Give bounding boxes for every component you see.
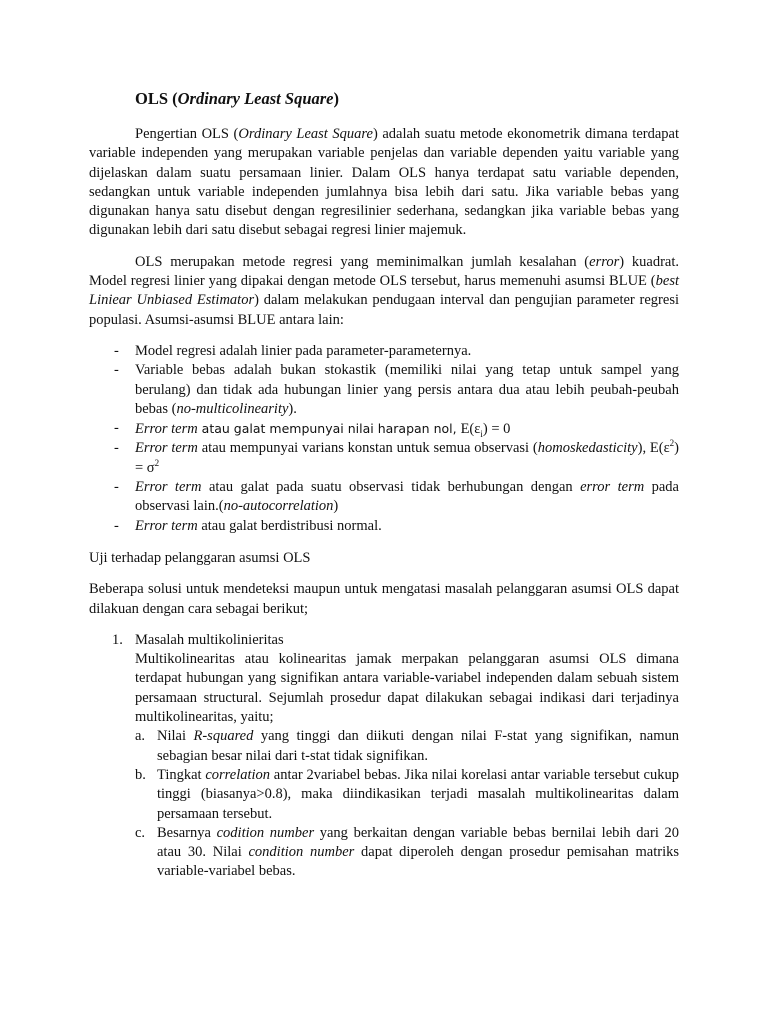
p2-text-c: ) dalam melakukan pendugaan interval dan pengujian parameter regresi populasi. Asumsi-asumsi BLUE antara lain: [89, 292, 679, 328]
sub-item-text: yang tinggi dan diikuti dengan nilai F-stat yang signifikan, namun sebagian besar nilai dari t-stat tidak signifikan. [157, 728, 679, 764]
assumption-list [89, 342, 679, 536]
sub-list [135, 727, 679, 881]
bullet-italic: Error term [135, 479, 202, 496]
bullet-text: pada observasi lain.( [135, 479, 679, 515]
dash-marker: - [114, 342, 119, 359]
list-item [89, 361, 679, 419]
item-body: Multikolinearitas atau kolinearitas jamak merpakan pelanggaran asumsi OLS dimana terdapat hubungan yang signifikan antara variable-variabel independen dalam sebuah sistem persamaan structural. Sejumlah prosedur dapat dilakukan sebagai indikasi dari terjadinya multikolinearitas, yaitu; [135, 651, 679, 726]
bullet-text: atau galat pada suatu observasi tidak berhubungan dengan [201, 479, 581, 496]
sub-item-italic: codition number [216, 824, 315, 841]
sub-item-text: dapat diperoleh dengan prosedur pemisahan matriks variable-variabel bebas. [157, 844, 679, 880]
sub-item-italic: correlation [205, 766, 271, 783]
bullet-text: Variable bebas adalah bukan stokastik (memiliki nilai yang tetap untuk sampel yang berulang) dan tidak ada hubungan linier yang persis antara dua atau lebih peubah-peubah bebas ( [135, 362, 679, 417]
document-title [135, 88, 679, 110]
dash-marker: - [114, 479, 119, 496]
bullet-italic: error term [580, 479, 645, 496]
paragraph-definition [89, 125, 679, 241]
document-page [89, 88, 679, 882]
subscript: i [480, 429, 483, 440]
bullet-italic: Error term [135, 517, 198, 534]
p1-text-b: ) adalah suatu metode ekonometrik dimana terdapat variable independen yang merupakan variable penjelas dan variable dependen yaitu variable yang dijelaskan dalam suatu persamaan linier. Dalam OLS hanya terdapat satu variable dependen, sedangkan untuk variable independen jumlahnya bisa lebih dari satu. Jika variable bebas yang digunakan hanya satu disebut dengan regresilinier sederhana, sedangkan jika variable bebas yang digunakan lebih dari satu disebut sebagai regresi linier majemuk. [89, 126, 679, 239]
bullet-text: atau galat berdistribusi normal. [197, 517, 382, 534]
dash-marker: - [114, 362, 119, 379]
bullet-text: atau mempunyai varians konstan untuk semua observasi ( [197, 440, 538, 457]
list-item [89, 419, 679, 439]
paragraph-solutions: Beberapa solusi untuk mendeteksi maupun untuk mengatasi masalah pelanggaran asumsi OLS dapat dilakuan dengan cara sebagai berikut; [89, 581, 679, 617]
list-item [89, 439, 679, 478]
sub-item [135, 824, 679, 882]
number-marker: 1. [112, 631, 123, 648]
bullet-text: ). [288, 400, 297, 417]
letter-marker: c. [135, 824, 146, 841]
p1-italic: Ordinary Least Square [238, 126, 373, 142]
dash-marker: - [114, 517, 119, 534]
section-heading: Uji terhadap pelanggaran asumsi OLS [89, 549, 311, 566]
p2-italic-a: error [589, 253, 620, 270]
bullet-italic: Error term [135, 440, 198, 457]
list-item [89, 478, 679, 517]
letter-marker: b. [135, 766, 146, 783]
dash-marker: - [114, 440, 119, 457]
sub-item-text: antar 2variabel bebas. Jika nilai korelasi antar variable tersebut cukup tinggi (biasanya>0.8), maka diindikasikan terjadi masalah multikolinearitas dalam persamaan tersebut. [157, 766, 679, 822]
sub-item [135, 727, 679, 766]
p2-text-b: ) kuadrat. Model regresi linier yang dipakai dengan metode OLS tersebut, harus memenuhi asumsi BLUE ( [89, 253, 679, 290]
letter-marker: a. [135, 728, 146, 745]
sub-item [135, 766, 679, 824]
dash-marker: - [114, 420, 119, 437]
bullet-formula: ) = 0 [482, 421, 511, 438]
title-italic: Ordinary Least Square [177, 89, 334, 108]
bullet-italic: no-autocorrelation [223, 498, 334, 515]
sub-item-text: Tingkat [157, 766, 206, 783]
sub-item-text: Besarnya [157, 824, 217, 841]
title-end: ) [333, 89, 339, 108]
bullet-italic: homoskedasticity [537, 440, 638, 457]
list-item [89, 342, 679, 361]
superscript: 2 [669, 438, 675, 449]
bullet-text: ) [333, 498, 339, 515]
numbered-item [89, 631, 679, 882]
bullet-formula: E(ε [460, 421, 481, 438]
sub-item-text: Nilai [157, 728, 194, 745]
bullet-italic: no-multicolinearity [176, 400, 289, 417]
bullet-italic: Error term [135, 421, 198, 438]
sub-item-text: yang berkaitan dengan variable bebas bernilai lebih dari 20 atau 30. Nilai [157, 824, 680, 861]
bullet-text: atau galat mempunyai nilai harapan nol, [197, 421, 461, 437]
sub-item-italic: R-squared [193, 728, 254, 745]
item-heading: Masalah multikolinieritas [135, 631, 284, 648]
bullet-formula: ), E(ε [637, 440, 670, 457]
bullet-text: Model regresi adalah linier pada parameter-parameternya. [135, 342, 472, 359]
list-item [89, 517, 679, 536]
paragraph-blue [89, 253, 679, 330]
superscript: 2 [154, 457, 160, 468]
p1-text-a: Pengertian OLS ( [135, 126, 239, 142]
sub-item-italic: condition number [248, 844, 355, 861]
numbered-list [89, 631, 679, 882]
p2-italic-b: best Liniear Unbiased Estimator [89, 273, 679, 309]
p2-text-a: OLS merupakan metode regresi yang meminimalkan jumlah kesalahan ( [135, 253, 590, 270]
title-text: OLS ( [135, 89, 178, 108]
bullet-formula: ) = σ [135, 440, 680, 476]
